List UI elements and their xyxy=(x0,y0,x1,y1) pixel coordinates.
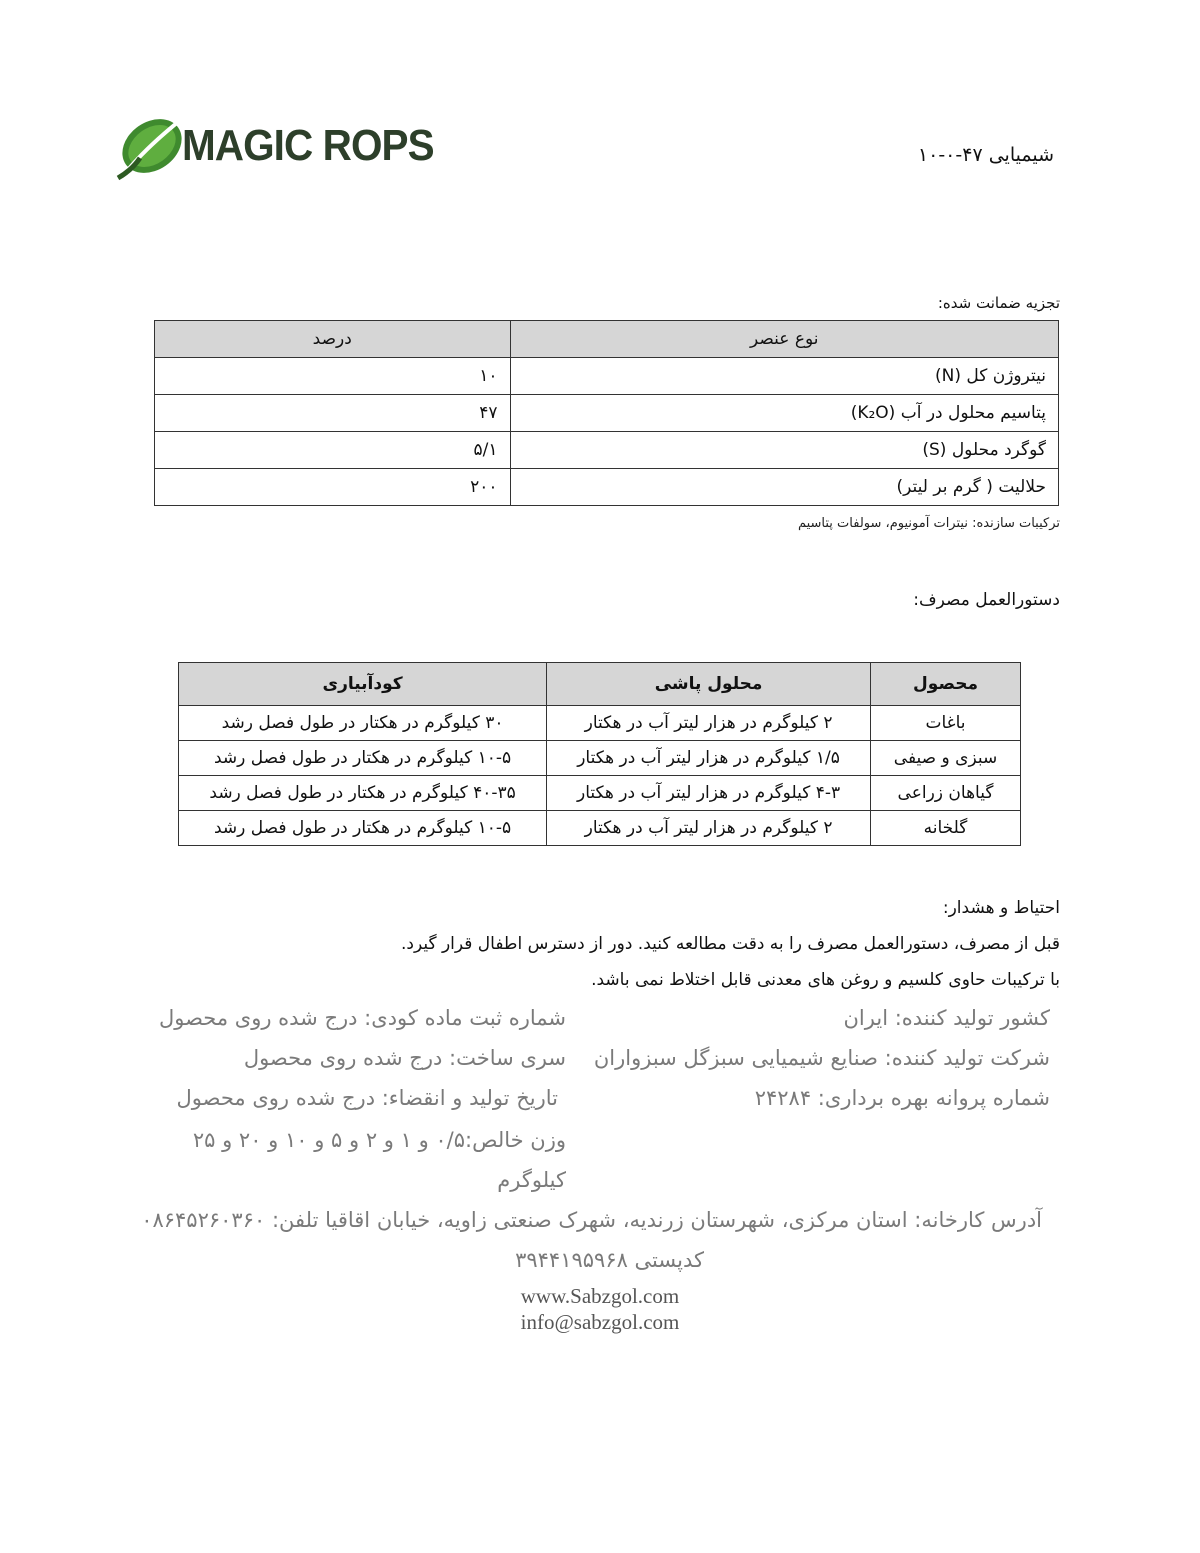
header-element: نوع عنصر xyxy=(510,321,1059,358)
usage-table xyxy=(178,662,1021,846)
table-row xyxy=(155,358,1059,395)
warning-label: احتیاط و هشدار: xyxy=(942,898,1060,918)
brand-name: MAGIC ROPS xyxy=(182,121,434,170)
composition-note: ترکیبات سازنده: نیترات آمونیوم، سولفات پتاسیم xyxy=(797,516,1060,531)
manufacturer: شرکت تولید کننده: صنایع شیمیایی سبزگل سبزواران xyxy=(593,1046,1050,1070)
table-row xyxy=(179,706,1021,741)
spray-cell: ۲ کیلوگرم در هزار لیتر آب در هکتار xyxy=(547,811,871,846)
crop-cell: باغات xyxy=(871,706,1021,741)
batch-number: سری ساخت: درج شده روی محصول xyxy=(243,1046,566,1070)
table-row xyxy=(155,395,1059,432)
fertigation-cell: ۴۰-۳۵ کیلوگرم در هکتار در طول فصل رشد xyxy=(179,776,547,811)
postal-code: کدپستی ۳۹۴۴۱۹۵۹۶۸ xyxy=(515,1248,704,1272)
usage-header-row xyxy=(179,663,1021,706)
table-row xyxy=(179,811,1021,846)
registration-number: شماره ثبت ماده کودی: درج شده روی محصول xyxy=(158,1006,566,1030)
net-weight: وزن خالص:۰/۵ و ۱ و ۲ و ۵ و ۱۰ و ۲۰ و ۲۵ xyxy=(192,1128,566,1152)
table-row xyxy=(179,776,1021,811)
value-cell: ۲۰۰ xyxy=(155,469,511,506)
crop-cell: سبزی و صیفی xyxy=(871,741,1021,776)
production-expiry-date: تاریخ تولید و انقضاء: درج شده روی محصول xyxy=(176,1086,558,1110)
website-link[interactable]: www.Sabzgol.com xyxy=(520,1284,680,1308)
analysis-header-row xyxy=(155,321,1059,358)
element-cell: پتاسیم محلول در آب (K₂O) xyxy=(510,395,1059,432)
analysis-label: تجزیه ضمانت شده: xyxy=(937,294,1060,312)
crop-cell: گیاهان زراعی xyxy=(871,776,1021,811)
factory-address: آدرس کارخانه: استان مرکزی، شهرستان زرندیه، شهرک صنعتی زاویه، خیابان اقاقیا تلفن: ۰۸۶۴۵۲۶۰۳۶۰ xyxy=(141,1208,1042,1232)
warning-line-2: با ترکیبات حاوی کلسیم و روغن های معدنی قابل اختلاط نمی باشد. xyxy=(591,970,1060,990)
net-weight-unit: کیلوگرم xyxy=(497,1168,566,1192)
element-cell: حلالیت ( گرم بر لیتر) xyxy=(510,469,1059,506)
spray-cell: ۱/۵ کیلوگرم در هزار لیتر آب در هکتار xyxy=(547,741,871,776)
element-cell: نیتروژن کل (N) xyxy=(510,358,1059,395)
value-cell: ۱۰ xyxy=(155,358,511,395)
header-crop: محصول xyxy=(871,663,1021,706)
fertigation-cell: ۱۰-۵ کیلوگرم در هکتار در طول فصل رشد xyxy=(179,741,547,776)
fertigation-cell: ۱۰-۵ کیلوگرم در هکتار در طول فصل رشد xyxy=(179,811,547,846)
table-row xyxy=(155,432,1059,469)
fertigation-cell: ۳۰ کیلوگرم در هکتار در طول فصل رشد xyxy=(179,706,547,741)
spray-cell: ۲ کیلوگرم در هزار لیتر آب در هکتار xyxy=(547,706,871,741)
header-percent: درصد xyxy=(155,321,511,358)
spray-cell: ۴-۳ کیلوگرم در هزار لیتر آب در هکتار xyxy=(547,776,871,811)
email-link[interactable]: info@sabzgol.com xyxy=(520,1310,680,1334)
warning-line-1: قبل از مصرف، دستورالعمل مصرف را به دقت مطالعه کنید. دور از دسترس اطفال قرار گیرد. xyxy=(400,934,1060,954)
table-row xyxy=(155,469,1059,506)
brand-logo xyxy=(112,108,442,184)
element-cell: گوگرد محلول (S) xyxy=(510,432,1059,469)
country-of-origin: کشور تولید کننده: ایران xyxy=(843,1006,1050,1030)
value-cell: ۴۷ xyxy=(155,395,511,432)
analysis-table xyxy=(154,320,1059,506)
license-number: شماره پروانه بهره برداری: ۲۴۲۸۴ xyxy=(754,1086,1050,1110)
product-title: شیمیایی ۴۷-۰-۱۰ xyxy=(917,144,1054,166)
header-fertigation: کودآبیاری xyxy=(179,663,547,706)
table-row xyxy=(179,741,1021,776)
leaf-icon xyxy=(112,110,188,182)
header-spray: محلول پاشی xyxy=(547,663,871,706)
crop-cell: گلخانه xyxy=(871,811,1021,846)
usage-label: دستورالعمل مصرف: xyxy=(913,590,1060,610)
value-cell: ۵/۱ xyxy=(155,432,511,469)
